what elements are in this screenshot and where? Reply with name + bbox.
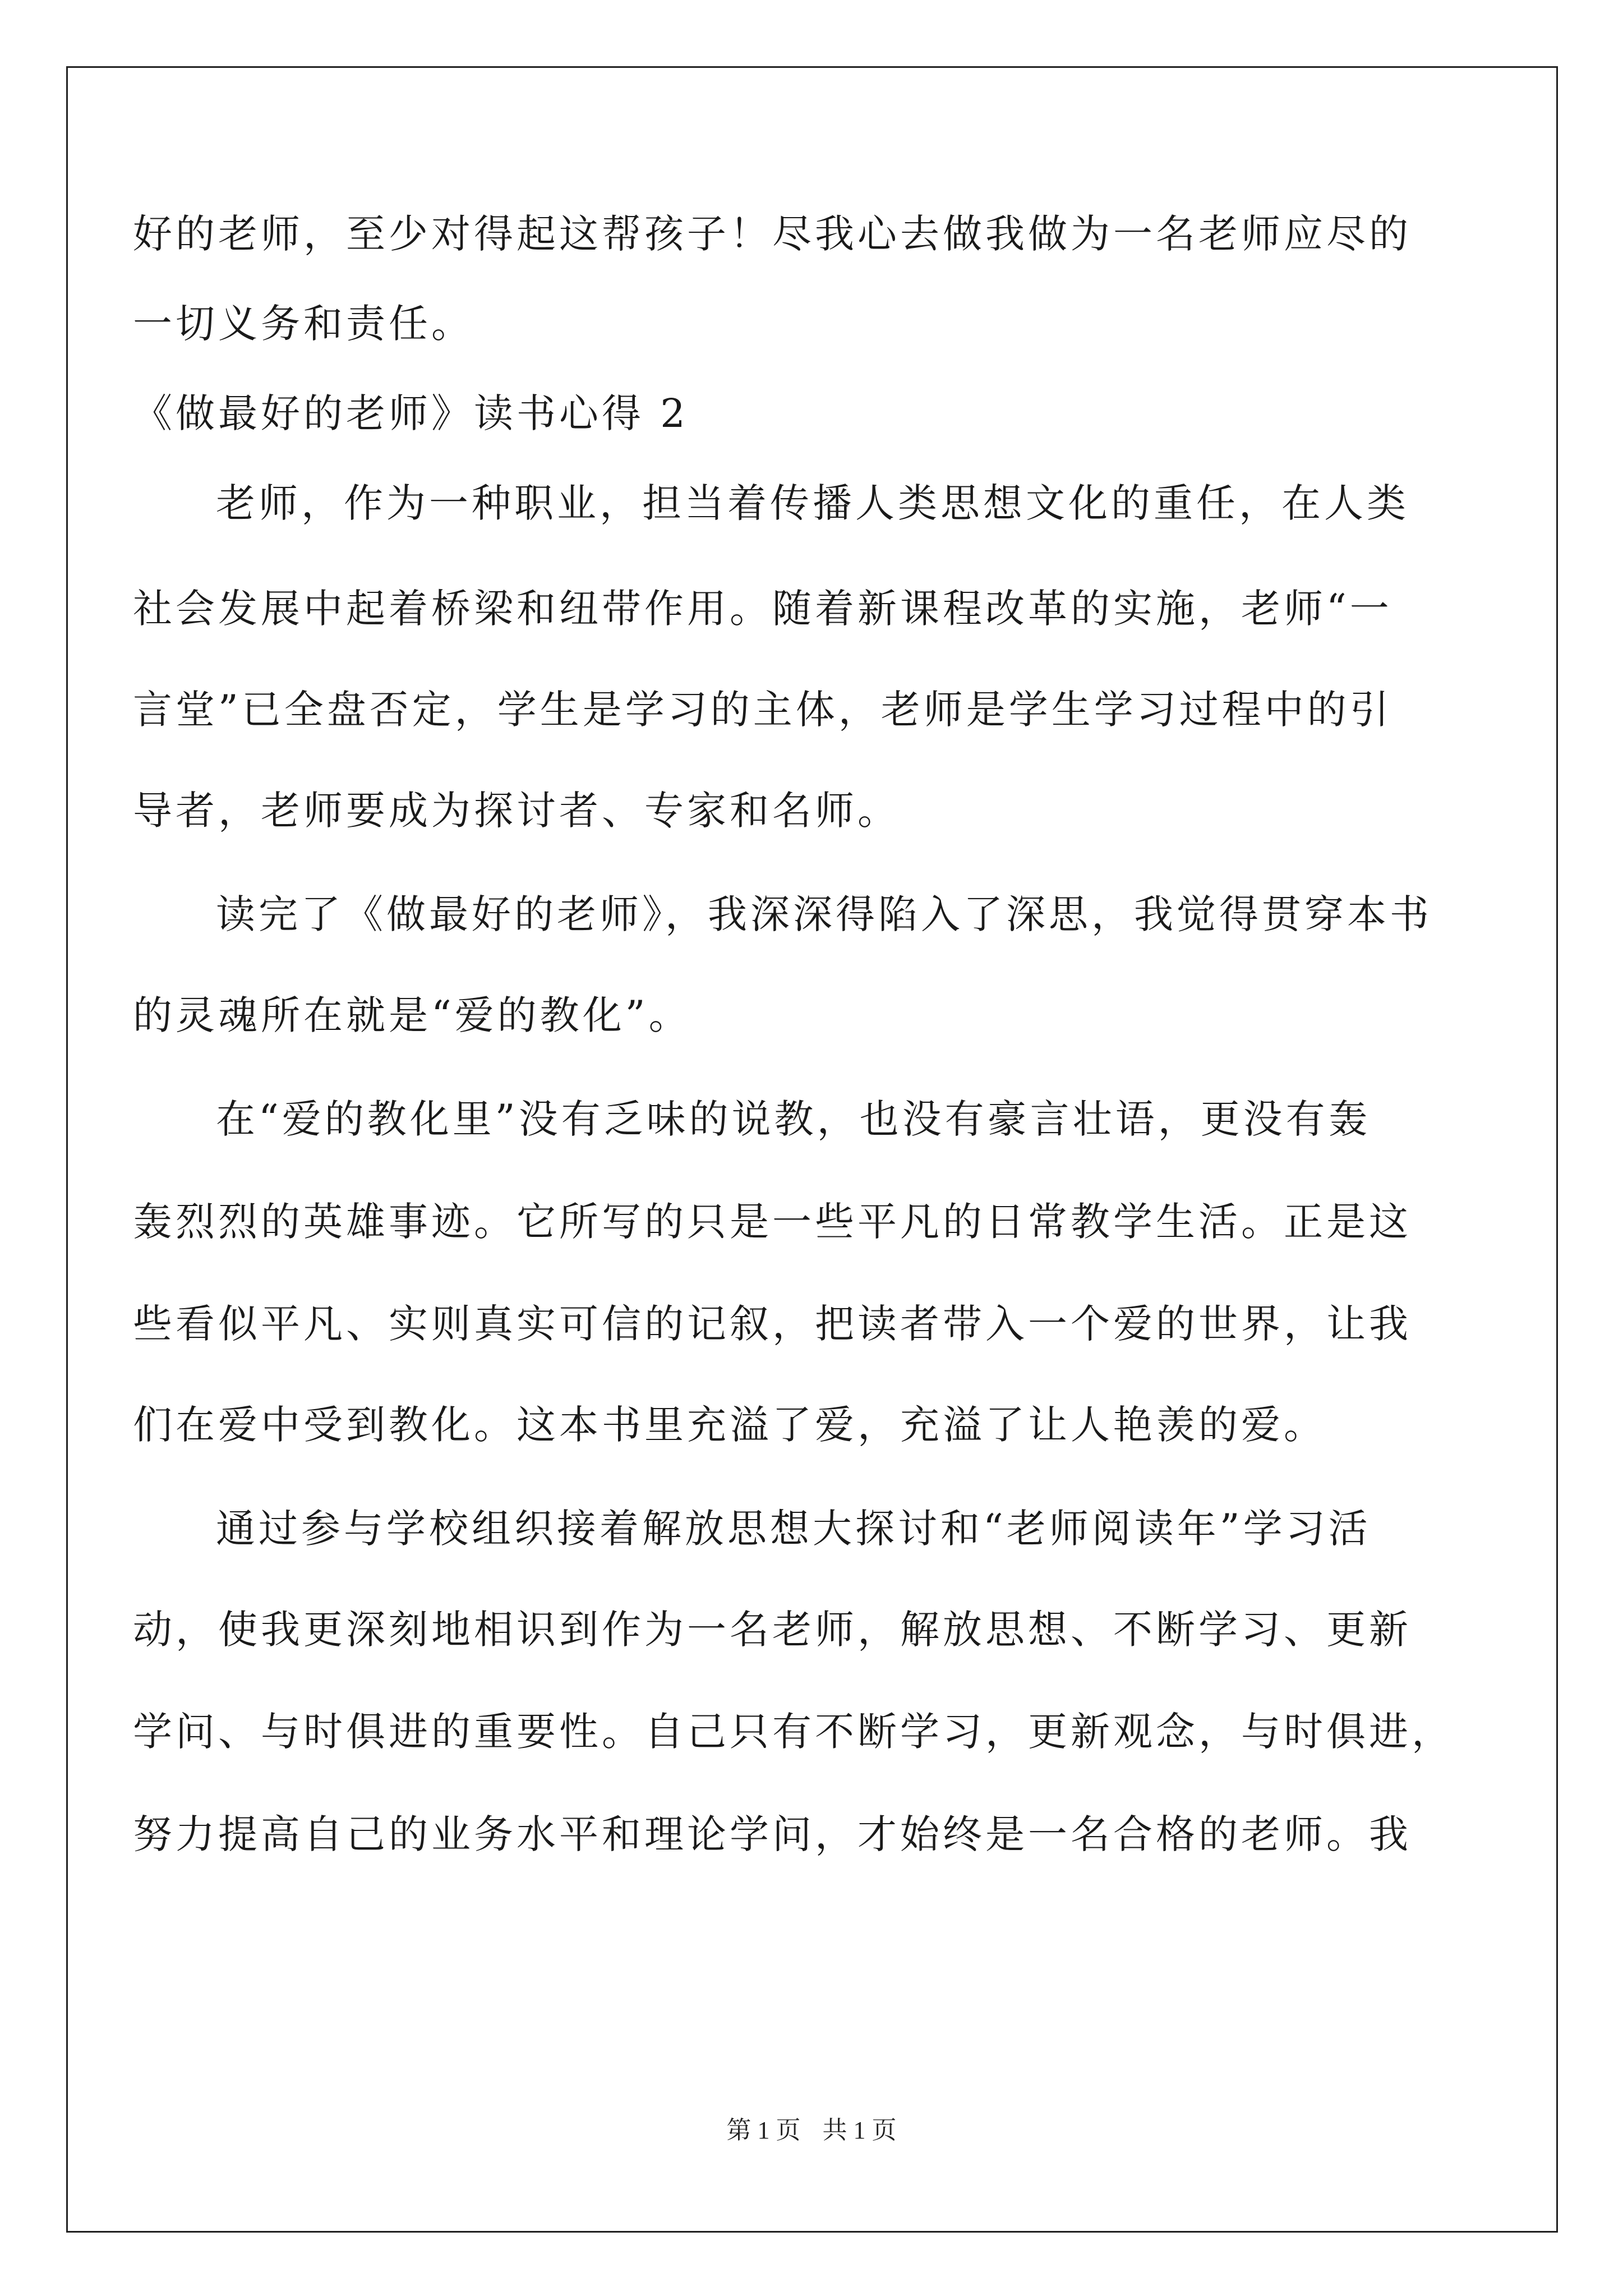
text-line: 读完了《做最好的老师》，我深深得陷入了深思，我觉得贯穿本书	[216, 891, 1432, 937]
page-number: 第 1 页	[726, 2116, 801, 2144]
text-line: 社会发展中起着桥梁和纽带作用。随着新课程改革的实施，老师“一	[133, 586, 1393, 632]
text-line: 言堂”已全盘否定，学生是学习的主体，老师是学生学习过程中的引	[133, 687, 1393, 733]
text-line: 导者，老师要成为探讨者、专家和名师。	[133, 788, 900, 834]
text-line: 努力提高自己的业务水平和理论学问，才始终是一名合格的老师。我	[133, 1811, 1412, 1857]
text-line: 轰烈烈的英雄事迹。它所写的只是一些平凡的日常教学生活。正是这	[133, 1199, 1412, 1245]
text-line: 通过参与学校组织接着解放思想大探讨和“老师阅读年”学习活	[216, 1506, 1371, 1552]
text-line: 好的老师，至少对得起这帮孩子！尽我心去做我做为一名老师应尽的	[133, 211, 1412, 257]
text-line: 一切义务和责任。	[133, 301, 474, 347]
section-heading: 《做最好的老师》读书心得 2	[133, 390, 689, 436]
text-line: 老师，作为一种职业，担当着传播人类思想文化的重任，在人类	[216, 480, 1409, 526]
text-line: 学问、与时俱进的重要性。自己只有不断学习，更新观念，与时俱进，	[133, 1709, 1454, 1755]
text-line: 动，使我更深刻地相识到作为一名老师，解放思想、不断学习、更新	[133, 1607, 1412, 1653]
text-line: 在“爱的教化里”没有乏味的说教，也没有豪言壮语，更没有轰	[216, 1096, 1371, 1142]
text-line: 们在爱中受到教化。这本书里充溢了爱，充溢了让人艳羡的爱。	[133, 1402, 1326, 1448]
text-line: 些看似平凡、实则真实可信的记叙，把读者带入一个爱的世界，让我	[133, 1301, 1412, 1347]
page-total: 共 1 页	[822, 2116, 897, 2144]
text-line: 的灵魂所在就是“爱的教化”。	[133, 992, 691, 1038]
page-footer	[0, 2114, 1623, 2147]
